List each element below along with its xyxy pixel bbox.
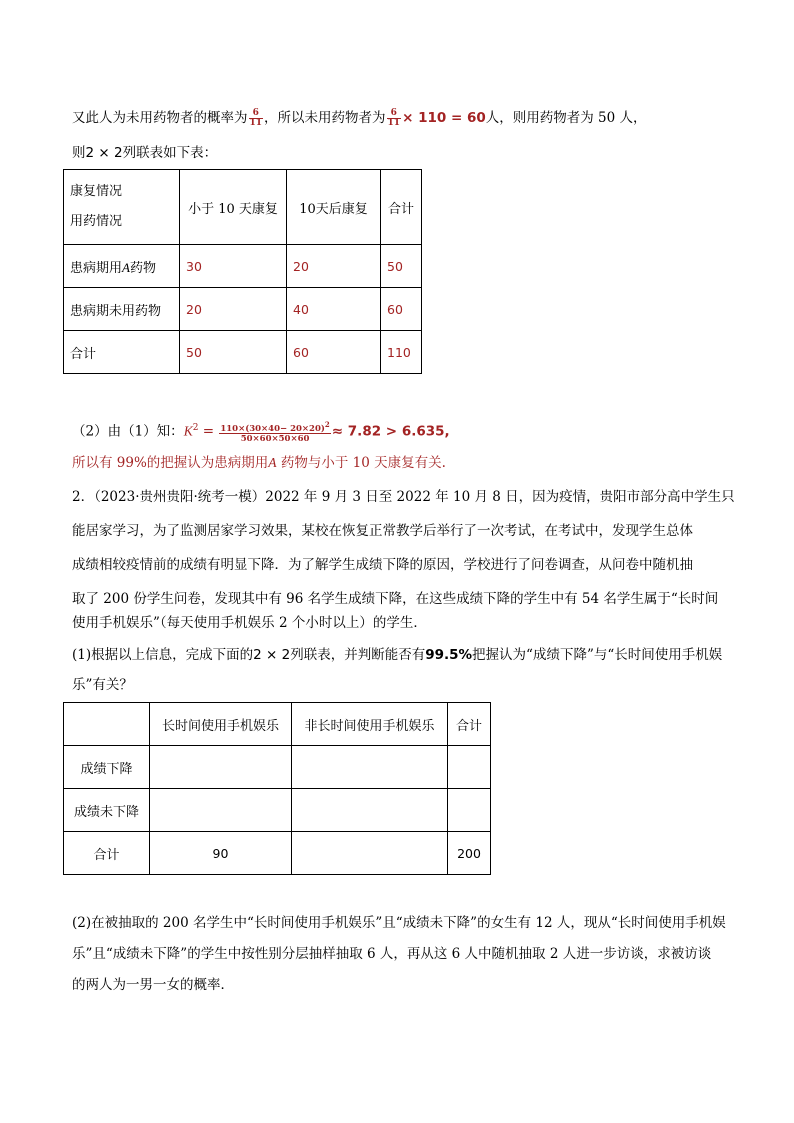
question-line: 取了 200 份学生问卷，发现其中有 96 名学生成绩下降，在这些成绩下降的学生中有 54 名学生属于“长时间 xyxy=(72,591,719,607)
paragraph-probability: 又此人为未用药物者的概率为 $\frac{6}{11}$ ，所以未用药物者为 $\frac{6}{11}$ × 110 = 60人，则用药物者为 50 人， xyxy=(72,108,647,128)
table2-cell[interactable] xyxy=(292,746,448,789)
table-row xyxy=(64,746,491,789)
table1-row-label: 患病期用A药物 xyxy=(64,245,180,288)
subquestion-1: (1)根据以上信息，完成下面的2 × 2列联表，并判断能否有99.5%把握认为“成绩下降”与“长时间使用手机娱 xyxy=(72,647,723,663)
subquestion-2-line: 的两人为一男一女的概率． xyxy=(72,977,234,993)
table1-col-header: 10天后康复 xyxy=(287,170,381,245)
question-line: 成绩相较疫情前的成绩有明显下降．为了解学生成绩下降的原因，学校进行了问卷调查，从问卷中随机抽 xyxy=(72,557,693,573)
table2-col-header: 合计 xyxy=(448,703,491,746)
table1-cell: 50 xyxy=(180,331,287,374)
table2-row-label: 合计 xyxy=(64,832,150,875)
table1-cell: 50 xyxy=(381,245,422,288)
table1-row-label: 合计 xyxy=(64,331,180,374)
table1-cell: 60 xyxy=(287,331,381,374)
table-row xyxy=(64,288,422,331)
conclusion-line: 所以有 99%的把握认为患病期用A 药物与小于 10 天康复有关. xyxy=(72,455,446,471)
subquestion-2-line: (2)在被抽取的 200 名学生中“长时间使用手机娱乐”且“成绩未下降”的女生有 12 人，现从“长时间使用手机娱 xyxy=(72,915,726,931)
table2-cell: 90 xyxy=(150,832,292,875)
table1-col-header: 合计 xyxy=(381,170,422,245)
question-line: 2．（2023·贵州贵阳·统考一模）2022 年 9 月 3 日至 2022 年 10 月 8 日，因为疫情，贵阳市部分高中学生只 xyxy=(72,489,735,505)
subquestion-1-cont: 乐”有关？ xyxy=(72,677,133,693)
table-row xyxy=(64,245,422,288)
table2-cell[interactable] xyxy=(292,789,448,832)
table2-cell: 200 xyxy=(448,832,491,875)
table2-cell[interactable] xyxy=(150,746,292,789)
table1-cell: 110 xyxy=(381,331,422,374)
fraction-6-11-b: $\frac{6}{11}$ xyxy=(387,108,401,128)
table2-col-header: 长时间使用手机娱乐 xyxy=(150,703,292,746)
table2-corner xyxy=(64,703,150,746)
paragraph-table-intro: 则2 × 2列联表如下表： xyxy=(72,145,218,161)
table-row xyxy=(64,703,491,746)
table2-cell[interactable] xyxy=(150,789,292,832)
formula-result-60: × 110 = 60 xyxy=(402,110,486,126)
table2-col-header: 非长时间使用手机娱乐 xyxy=(292,703,448,746)
chi-square-formula: （2）由（1）知：$K^2$ = $\frac{110\times(30\times 40- 20\times 20)^2}{50\times 60\times 50\times 60}$ ≈ 7.82 > 6.635, xyxy=(72,419,450,445)
question-line: 使用手机娱乐”（每天使用手机娱乐 2 个小时以上）的学生． xyxy=(72,615,427,631)
table2-row-label: 成绩未下降 xyxy=(64,789,150,832)
table1-cell: 30 xyxy=(180,245,287,288)
table2-row-label: 成绩下降 xyxy=(64,746,150,789)
table2-cell[interactable] xyxy=(292,832,448,875)
table2-cell[interactable] xyxy=(448,789,491,832)
contingency-table-2 xyxy=(63,702,491,875)
table1-cell: 40 xyxy=(287,288,381,331)
chi-square-fraction: $\frac{110\times(30\times 40- 20\times 20)^2}{50\times 60\times 50\times 60}$ xyxy=(220,419,330,445)
table1-cell: 20 xyxy=(287,245,381,288)
contingency-table-1 xyxy=(63,169,422,374)
table1-col-header: 小于 10 天康复 xyxy=(180,170,287,245)
table2-cell[interactable] xyxy=(448,746,491,789)
table-row xyxy=(64,789,491,832)
table1-diagonal-header: 康复情况 用药情况 xyxy=(64,170,180,245)
table1-row-label: 患病期未用药物 xyxy=(64,288,180,331)
table-row xyxy=(64,331,422,374)
subquestion-2-line: 乐”且“成绩未下降”的学生中按性别分层抽样抽取 6 人，再从这 6 人中随机抽取 2 人进一步访谈，求被访谈 xyxy=(72,946,712,962)
table-row xyxy=(64,832,491,875)
table1-cell: 20 xyxy=(180,288,287,331)
table1-cell: 60 xyxy=(381,288,422,331)
fraction-6-11-a: $\frac{6}{11}$ xyxy=(249,108,263,128)
question-line: 能居家学习，为了监测居家学习效果，某校在恢复正常教学后举行了一次考试，在考试中，发现学生总体 xyxy=(72,523,693,539)
